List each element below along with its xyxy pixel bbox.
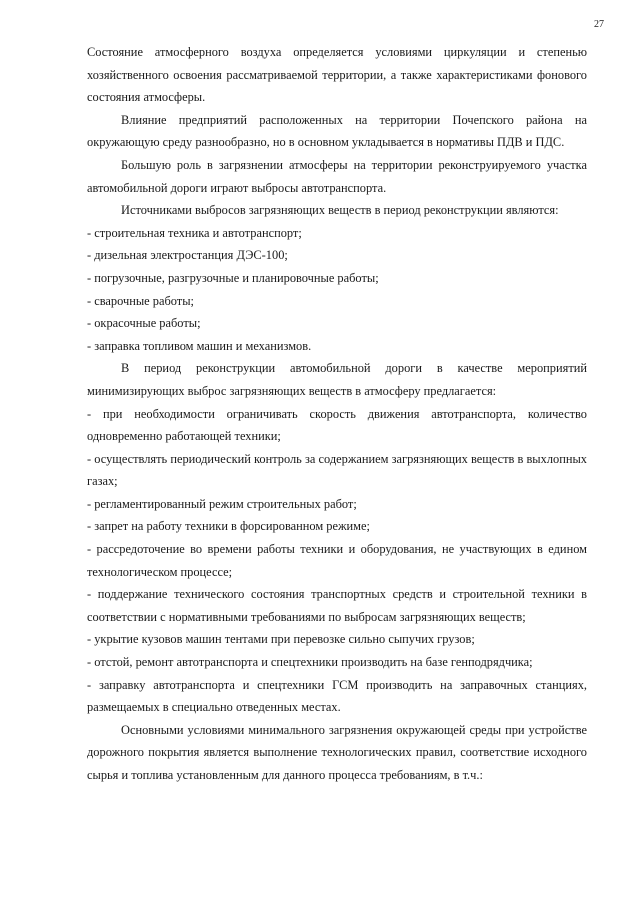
paragraph-pavement-conditions: Основными условиями минимального загрязнения окружающей среды при устройстве дорожного покрытия является выполнение технологических правил, соответствие исходного сырья и топлива установленным для данного процесса требованиям, в т.ч.:: [87, 722, 587, 782]
list-item: - строительная техника и автотранспорт;: [87, 225, 302, 240]
paragraph-enterprises-influence: Влияние предприятий расположенных на территории Почепского района на окружающую среду разнообразно, но в основном укладывается в нормативы ПДВ и ПДС.: [87, 112, 587, 150]
list-item: - отстой, ремонт автотранспорта и спецтехники производить на базе генподрядчика;: [87, 655, 533, 670]
list-item: - окрасочные работы;: [87, 316, 201, 331]
document-body: [87, 41, 587, 787]
list-item: - регламентированный режим строительных работ;: [87, 496, 357, 511]
list-item: - укрытие кузовов машин тентами при перевозке сильно сыпучих грузов;: [87, 632, 475, 647]
list-item: - погрузочные, разгрузочные и планировочные работы;: [87, 270, 379, 285]
paragraph-air-state: Состояние атмосферного воздуха определяется условиями циркуляции и степенью хозяйственного освоения рассматриваемой территории, а также характеристиками фонового состояния атмосферы.: [87, 45, 587, 105]
list-item: - сварочные работы;: [87, 293, 194, 308]
list-item: - дизельная электростанция ДЭС-100;: [87, 248, 288, 263]
list-item: - запрет на работу техники в форсированном режиме;: [87, 519, 370, 534]
list-item: - осуществлять периодический контроль за содержанием загрязняющих веществ в выхлопных газах;: [87, 451, 587, 489]
page-number: 27: [594, 19, 604, 30]
list-item: - заправку автотранспорта и спецтехники ГСМ производить на заправочных станциях, размещаемых в специально отведенных местах.: [87, 677, 587, 715]
paragraph-measures-intro: В период реконструкции автомобильной дороги в качестве мероприятий минимизирующих выброс загрязняющих веществ в атмосферу предлагается:: [87, 361, 587, 398]
list-item: - при необходимости ограничивать скорость движения автотранспорта, количество одновременно работающей техники;: [87, 406, 587, 444]
list-item: - заправка топливом машин и механизмов.: [87, 338, 312, 353]
list-item: - поддержание технического состояния транспортных средств и строительной техники в соответствии с нормативными требованиями по выбросам загрязняющих веществ;: [87, 587, 587, 624]
list-item: - рассредоточение во времени работы техники и оборудования, не участвующих в едином технологическом процессе;: [87, 542, 587, 579]
paragraph-emission-sources-intro: Источниками выбросов загрязняющих веществ в период реконструкции являются:: [121, 203, 559, 218]
paragraph-traffic-emissions: Большую роль в загрязнении атмосферы на территории реконструируемого участка автомобильной дороги играют выбросы автотранспорта.: [87, 157, 587, 195]
